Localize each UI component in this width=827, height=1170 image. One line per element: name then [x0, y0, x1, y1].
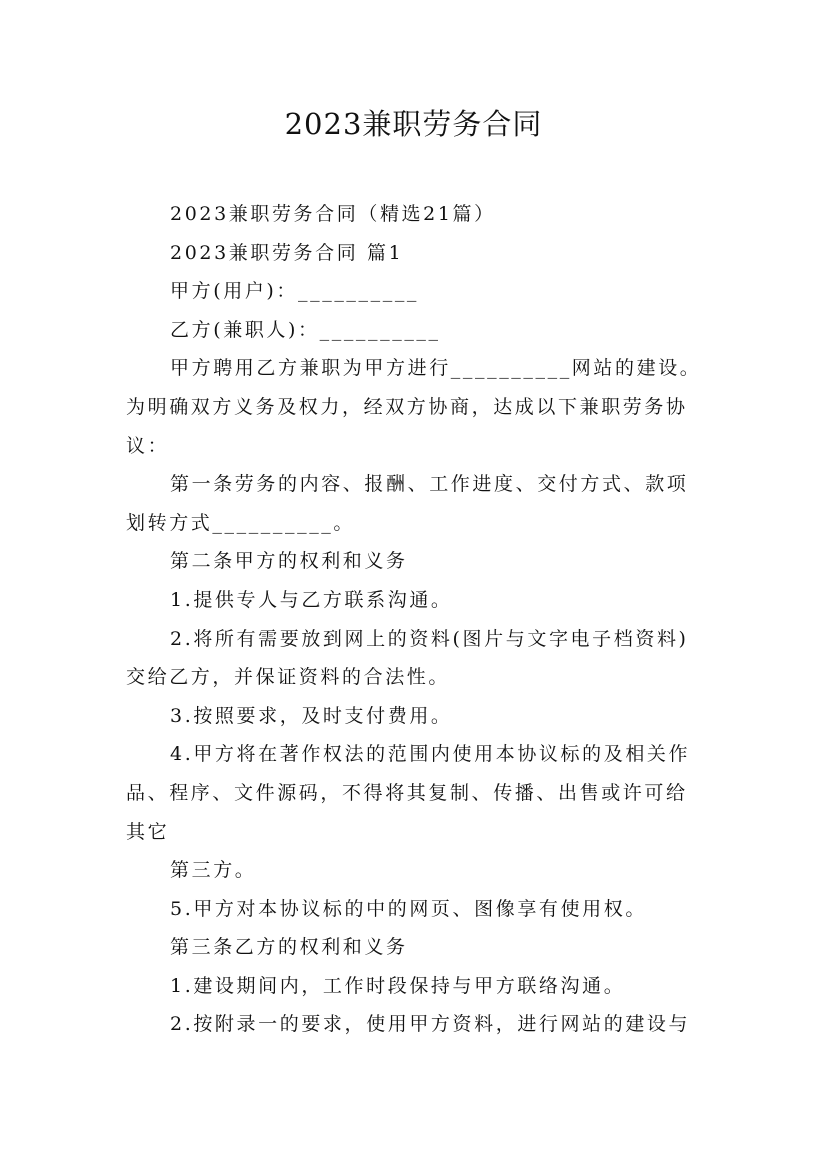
paragraph: 第三条乙方的权利和义务	[170, 936, 408, 959]
paragraph: 甲方聘用乙方兼职为甲方进行__________网站的建设。为明确双方义务及权力，经双方协商，达成以下兼职劳务协议：	[126, 357, 702, 457]
paragraph: 2.将所有需要放到网上的资料(图片与文字电子档资料)交给乙方，并保证资料的合法性。	[126, 627, 689, 689]
paragraph: 第二条甲方的权利和义务	[170, 550, 408, 573]
paragraph: 4.甲方将在著作权法的范围内使用本协议标的及相关作品、程序、文件源码，不得将其复制、传播、出售或许可给其它	[126, 743, 691, 843]
paragraph: 3.按照要求，及时支付费用。	[170, 704, 453, 727]
paragraph: 第一条劳务的内容、报酬、工作进度、交付方式、款项划转方式__________。	[126, 473, 689, 534]
paragraph: 第三方。	[170, 859, 257, 882]
paragraph: 乙方(兼职人)：__________	[170, 318, 441, 341]
paragraph: 1.提供专人与乙方联系沟通。	[170, 588, 453, 611]
document-body	[126, 195, 706, 1044]
paragraph: 2023兼职劳务合同 篇1	[170, 241, 404, 264]
paragraph: 2.按附录一的要求，使用甲方资料，进行网站的建设与	[170, 1013, 691, 1036]
paragraph: 2023兼职劳务合同（精选21篇）	[170, 203, 496, 225]
paragraph: 5.甲方对本协议标的中的网页、图像享有使用权。	[170, 897, 647, 920]
paragraph: 甲方(用户)：__________	[170, 280, 420, 303]
document-title: 2023兼职劳务合同	[284, 107, 543, 141]
paragraph: 1.建设期间内，工作时段保持与甲方联络沟通。	[170, 974, 626, 997]
